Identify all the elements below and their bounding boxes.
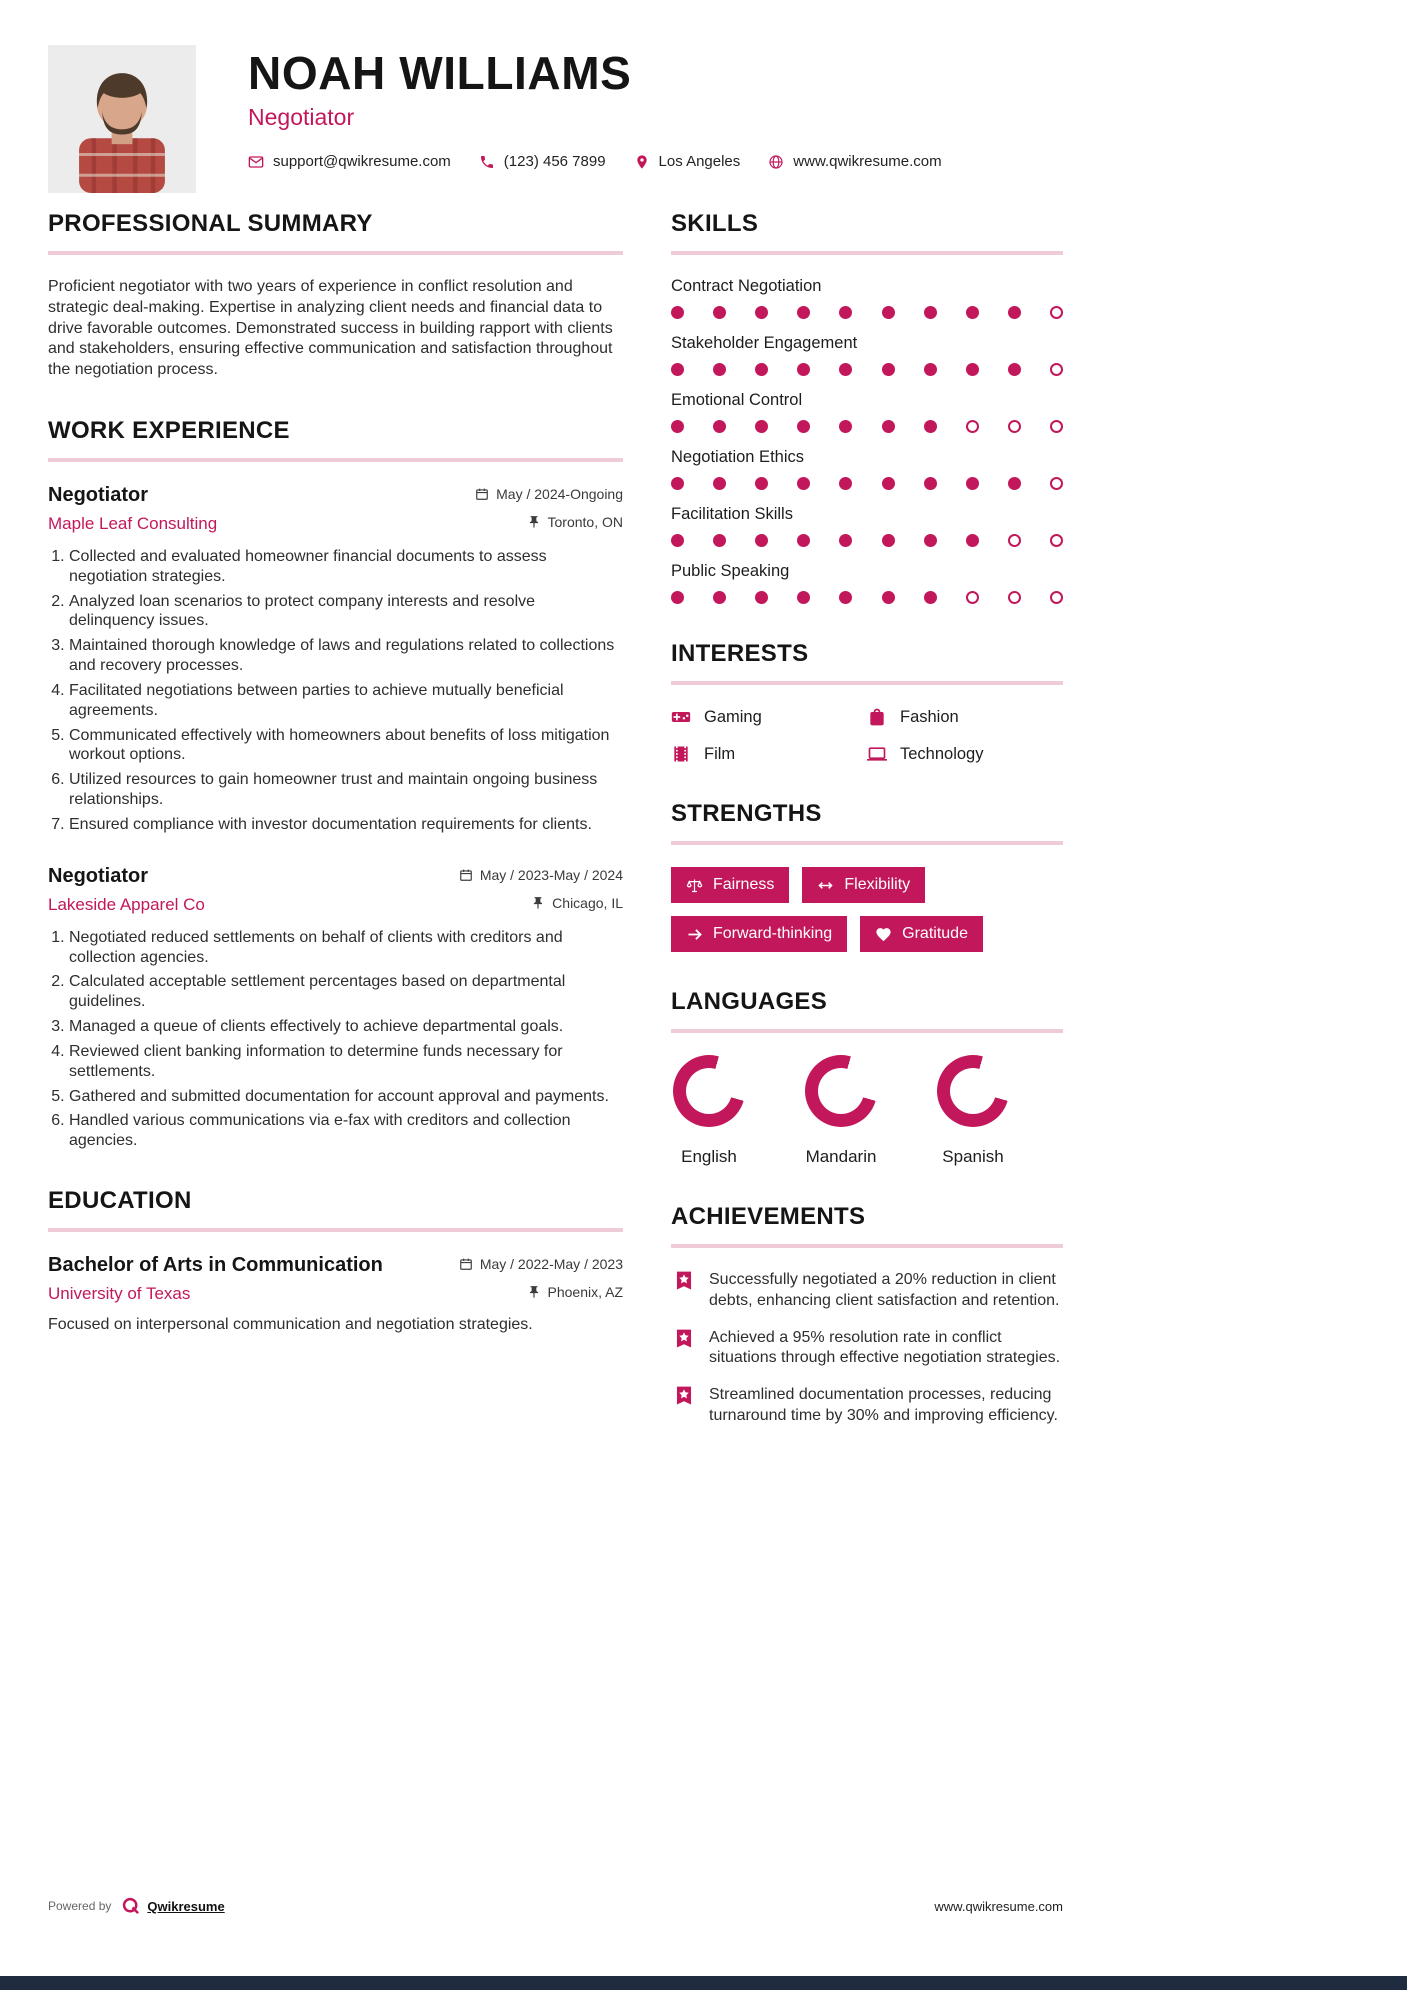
job-dates-text: May / 2023-May / 2024 — [479, 866, 623, 883]
strength-badge — [671, 916, 847, 952]
achievement-item — [671, 1328, 1063, 1370]
contact-email-text: support@qwikresume.com — [273, 153, 451, 171]
skills-heading: SKILLS — [671, 210, 1063, 255]
rating-dot-filled — [924, 420, 937, 433]
achievements-list — [671, 1270, 1063, 1427]
bottom-bar — [0, 1976, 1407, 1990]
section-interests — [671, 640, 1063, 764]
rating-dot-filled — [882, 363, 895, 376]
qwikresume-link[interactable]: Qwikresume — [147, 1898, 225, 1914]
calendar-icon — [459, 868, 473, 882]
contact-phone — [479, 153, 606, 170]
interest-label: Fashion — [900, 707, 959, 726]
section-skills — [671, 210, 1063, 604]
skill-rating — [671, 306, 1063, 319]
job-bullet: 6. Handled various communications via e-fax with creditors and collection agencies. — [69, 1111, 623, 1151]
powered-by-label: Powered by — [48, 1899, 112, 1913]
rating-dot-filled — [924, 477, 937, 490]
education-dates — [459, 1256, 623, 1272]
rating-dot-filled — [797, 306, 810, 319]
job-location-text: Toronto, ON — [547, 513, 623, 530]
rating-dot-filled — [924, 363, 937, 376]
rating-dot-empty — [1050, 477, 1063, 490]
interest-item — [867, 744, 1063, 764]
rating-dot-filled — [755, 477, 768, 490]
rating-dot-filled — [839, 534, 852, 547]
strength-badge — [860, 916, 983, 952]
skill-rating — [671, 477, 1063, 490]
rating-dot-filled — [882, 591, 895, 604]
profile-photo-illustration — [48, 45, 196, 193]
fashion-icon — [867, 707, 887, 727]
rating-dot-empty — [1008, 420, 1021, 433]
rating-dot-filled — [882, 420, 895, 433]
interests-heading: INTERESTS — [671, 640, 1063, 685]
rating-dot-filled — [755, 591, 768, 604]
achievement-text: Streamlined documentation processes, reducing turnaround time by 30% and improving efficiency. — [709, 1386, 1058, 1424]
gamepad-icon — [671, 707, 691, 727]
rating-dot-empty — [1008, 591, 1021, 604]
job-entry — [48, 865, 623, 1151]
pushpin-icon — [531, 896, 545, 910]
section-professional-summary — [48, 210, 623, 381]
rating-dot-filled — [713, 591, 726, 604]
interest-item — [671, 744, 867, 764]
section-education — [48, 1187, 623, 1334]
rating-dot-empty — [1050, 420, 1063, 433]
footer — [48, 1896, 1063, 1916]
rating-dot-filled — [924, 306, 937, 319]
job-title: Negotiator — [48, 864, 148, 887]
rating-dot-filled — [924, 591, 937, 604]
qwikresume-logo-icon — [121, 1896, 141, 1916]
language-item — [935, 1055, 1011, 1167]
language-label: Mandarin — [805, 1147, 877, 1166]
job-bullet: 2. Calculated acceptable settlement percentages based on departmental guidelines. — [69, 972, 623, 1012]
fairness-icon — [686, 877, 703, 894]
job-bullet: 2. Analyzed loan scenarios to protect company interests and resolve delinquency issues. — [69, 592, 623, 632]
rating-dot-filled — [755, 420, 768, 433]
language-label: Spanish — [942, 1147, 1004, 1166]
rating-dot-empty — [1050, 534, 1063, 547]
header — [48, 45, 970, 193]
location-icon — [634, 154, 650, 170]
rating-dot-filled — [839, 591, 852, 604]
globe-icon — [768, 154, 784, 170]
rating-dot-filled — [671, 420, 684, 433]
job-bullet-list — [48, 928, 623, 1151]
footer-site-url: www.qwikresume.com — [934, 1898, 1063, 1914]
rating-dot-filled — [882, 477, 895, 490]
rating-dot-empty — [1008, 534, 1021, 547]
language-item — [803, 1055, 879, 1167]
forward-icon — [686, 926, 703, 943]
profile-photo — [48, 45, 196, 193]
strengths-list — [671, 867, 1063, 952]
rating-dot-filled — [713, 534, 726, 547]
rating-dot-filled — [924, 534, 937, 547]
phone-icon — [479, 154, 495, 170]
rating-dot-filled — [755, 363, 768, 376]
job-dates — [459, 867, 623, 883]
left-column — [48, 210, 623, 1370]
contact-website-text: www.qwikresume.com — [793, 153, 942, 171]
language-level-donut — [805, 1055, 877, 1127]
contact-row — [248, 153, 970, 170]
rating-dot-empty — [1050, 363, 1063, 376]
interest-label: Gaming — [704, 707, 762, 726]
rating-dot-filled — [882, 534, 895, 547]
candidate-job-title: Negotiator — [248, 104, 355, 131]
job-company: Lakeside Apparel Co — [48, 894, 205, 914]
rating-dot-empty — [966, 591, 979, 604]
job-bullet: 3. Managed a queue of clients effectively to achieve departmental goals. — [69, 1017, 623, 1037]
job-location — [527, 514, 623, 530]
section-strengths — [671, 800, 1063, 952]
skill-rating — [671, 534, 1063, 547]
skill-rating — [671, 363, 1063, 376]
rating-dot-filled — [671, 363, 684, 376]
school-name: University of Texas — [48, 1284, 191, 1304]
rating-dot-filled — [713, 363, 726, 376]
contact-phone-text: (123) 456 7899 — [503, 153, 606, 171]
header-text — [248, 45, 970, 193]
job-bullet: 1. Negotiated reduced settlements on behalf of clients with creditors and collection agencies. — [69, 928, 623, 968]
rating-dot-filled — [713, 477, 726, 490]
achievement-item — [671, 1270, 1063, 1312]
section-languages — [671, 988, 1063, 1167]
skill-item — [671, 448, 1063, 490]
award-icon — [671, 1385, 697, 1411]
strength-badge — [671, 867, 789, 903]
interest-label: Film — [704, 744, 736, 763]
languages-heading: LANGUAGES — [671, 988, 1063, 1033]
interest-label: Technology — [900, 744, 984, 763]
pushpin-icon — [527, 515, 541, 529]
strength-label: Flexibility — [844, 876, 911, 893]
achievement-text: Successfully negotiated a 20% reduction in client debts, enhancing client satisfaction and retention. — [709, 1271, 1060, 1309]
content-columns — [48, 210, 1063, 1463]
achievements-heading: ACHIEVEMENTS — [671, 1203, 1063, 1248]
contact-location-text: Los Angeles — [658, 153, 741, 171]
powered-by — [48, 1896, 225, 1916]
flexibility-icon — [817, 877, 834, 894]
job-location-text: Chicago, IL — [552, 894, 623, 911]
languages-list — [671, 1055, 1063, 1167]
skill-rating — [671, 420, 1063, 433]
skill-item — [671, 334, 1063, 376]
job-bullet: 6. Utilized resources to gain homeowner trust and maintain ongoing business relationships. — [69, 770, 623, 810]
film-icon — [671, 744, 691, 764]
summary-text: Proficient negotiator with two years of experience in conflict resolution and strategic deal-making. Expertise in analyzing client needs and financial data to drive favorable outcomes. Demonstrated success in building rapport with clients and stakeholders, ensuring effective communication and satisfaction throughout the negotiation process. — [48, 278, 613, 379]
interest-item — [671, 707, 867, 727]
rating-dot-filled — [839, 306, 852, 319]
rating-dot-filled — [839, 363, 852, 376]
right-column — [671, 210, 1063, 1463]
achievement-item — [671, 1385, 1063, 1427]
rating-dot-filled — [797, 534, 810, 547]
interest-item — [867, 707, 1063, 727]
job-bullet: 4. Facilitated negotiations between parties to achieve mutually beneficial agreements. — [69, 681, 623, 721]
job-bullet: 3. Maintained thorough knowledge of laws and regulations related to collections and recovery processes. — [69, 636, 623, 676]
rating-dot-filled — [839, 477, 852, 490]
skill-name: Negotiation Ethics — [671, 448, 804, 466]
rating-dot-filled — [1008, 363, 1021, 376]
summary-heading: PROFESSIONAL SUMMARY — [48, 210, 623, 255]
rating-dot-filled — [882, 306, 895, 319]
rating-dot-filled — [966, 363, 979, 376]
rating-dot-filled — [713, 306, 726, 319]
language-label: English — [681, 1147, 737, 1166]
rating-dot-filled — [713, 420, 726, 433]
skill-item — [671, 562, 1063, 604]
section-work-experience — [48, 417, 623, 1151]
technology-icon — [867, 744, 887, 764]
skill-name: Public Speaking — [671, 562, 790, 580]
rating-dot-filled — [966, 477, 979, 490]
strength-label: Gratitude — [902, 925, 968, 942]
skill-name: Facilitation Skills — [671, 505, 793, 523]
degree-title: Bachelor of Arts in Communication — [48, 1254, 383, 1277]
job-bullet: 5. Gathered and submitted documentation for account approval and payments. — [69, 1087, 623, 1107]
rating-dot-filled — [797, 420, 810, 433]
rating-dot-filled — [671, 306, 684, 319]
gratitude-icon — [875, 926, 892, 943]
education-note: Focused on interpersonal communication and negotiation strategies. — [48, 1316, 533, 1334]
rating-dot-filled — [797, 591, 810, 604]
strength-badge — [802, 867, 925, 903]
email-icon — [248, 154, 264, 170]
rating-dot-empty — [966, 420, 979, 433]
skill-item — [671, 505, 1063, 547]
job-dates — [475, 486, 623, 502]
job-entry — [48, 484, 623, 835]
education-location-text: Phoenix, AZ — [547, 1284, 623, 1301]
award-icon — [671, 1270, 697, 1296]
rating-dot-filled — [671, 591, 684, 604]
strengths-heading: STRENGTHS — [671, 800, 1063, 845]
contact-website[interactable] — [768, 153, 941, 170]
job-list — [48, 484, 623, 1151]
skills-list — [671, 277, 1063, 604]
strength-label: Fairness — [713, 876, 775, 893]
rating-dot-filled — [797, 477, 810, 490]
rating-dot-empty — [1050, 591, 1063, 604]
rating-dot-filled — [966, 534, 979, 547]
education-dates-text: May / 2022-May / 2023 — [479, 1256, 623, 1273]
achievement-text: Achieved a 95% resolution rate in conflict situations through effective negotiation strategies. — [709, 1328, 1061, 1367]
contact-location — [634, 153, 741, 170]
education-location — [527, 1284, 624, 1300]
education-entry — [48, 1254, 623, 1334]
job-bullet: 5. Communicated effectively with homeowners about benefits of loss mitigation workout options. — [69, 726, 623, 766]
work-heading: WORK EXPERIENCE — [48, 417, 623, 462]
job-location — [531, 895, 623, 911]
education-heading: EDUCATION — [48, 1187, 623, 1232]
skill-rating — [671, 591, 1063, 604]
skill-item — [671, 391, 1063, 433]
job-bullet: 1. Collected and evaluated homeowner financial documents to assess negotiation strategies. — [69, 547, 623, 587]
job-title: Negotiator — [48, 483, 148, 506]
strength-label: Forward-thinking — [713, 925, 833, 942]
rating-dot-filled — [755, 534, 768, 547]
rating-dot-filled — [671, 534, 684, 547]
rating-dot-filled — [839, 420, 852, 433]
job-bullet-list — [48, 547, 623, 835]
job-company: Maple Leaf Consulting — [48, 513, 218, 533]
skill-item — [671, 277, 1063, 319]
award-icon — [671, 1328, 697, 1354]
job-bullet: 7. Ensured compliance with investor documentation requirements for clients. — [69, 815, 623, 835]
interests-list — [671, 707, 1063, 764]
rating-dot-filled — [1008, 477, 1021, 490]
candidate-name: NOAH WILLIAMS — [248, 47, 632, 99]
job-dates-text: May / 2024-Ongoing — [496, 485, 623, 502]
rating-dot-filled — [966, 306, 979, 319]
section-achievements — [671, 1203, 1063, 1427]
rating-dot-filled — [797, 363, 810, 376]
language-level-donut — [937, 1055, 1009, 1127]
education-list — [48, 1254, 623, 1334]
skill-name: Contract Negotiation — [671, 277, 822, 295]
rating-dot-filled — [1008, 306, 1021, 319]
contact-email[interactable] — [248, 153, 451, 170]
rating-dot-filled — [671, 477, 684, 490]
calendar-icon — [459, 1257, 473, 1271]
rating-dot-empty — [1050, 306, 1063, 319]
language-level-donut — [673, 1055, 745, 1127]
skill-name: Stakeholder Engagement — [671, 334, 858, 352]
pushpin-icon — [527, 1285, 541, 1299]
calendar-icon — [475, 487, 489, 501]
job-bullet: 4. Reviewed client banking information to determine funds necessary for settlements. — [69, 1042, 623, 1082]
skill-name: Emotional Control — [671, 391, 803, 409]
rating-dot-filled — [755, 306, 768, 319]
language-item — [671, 1055, 747, 1167]
